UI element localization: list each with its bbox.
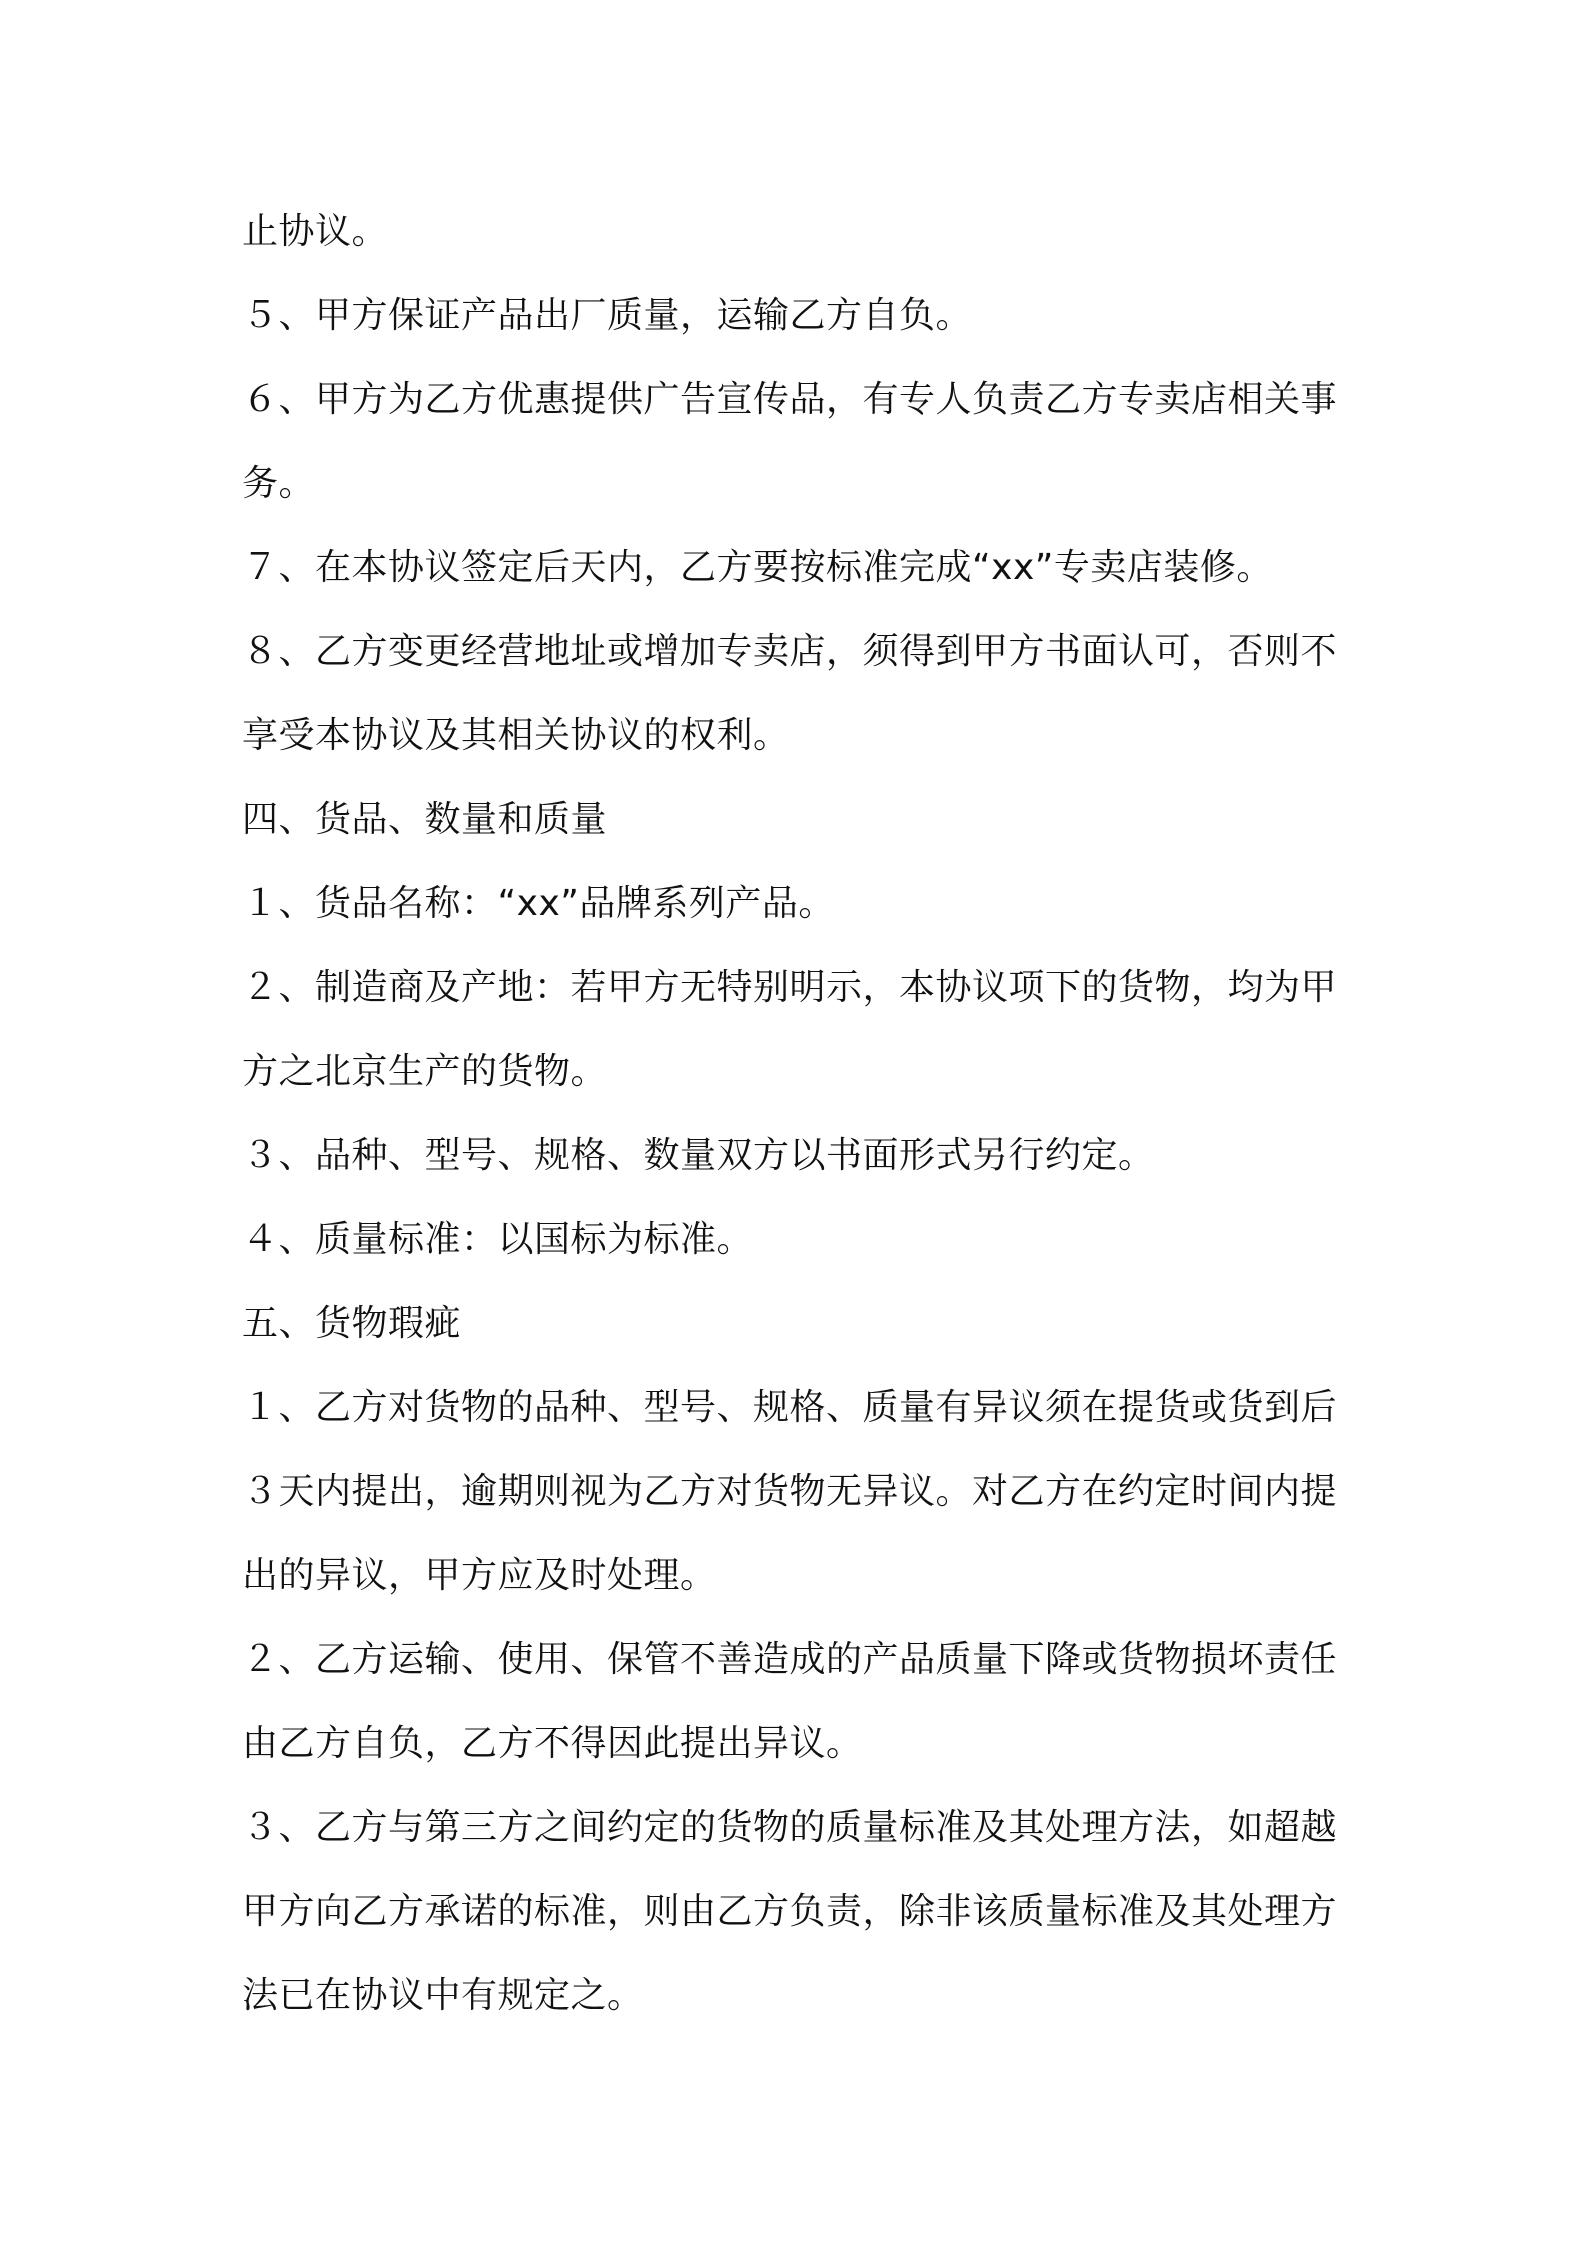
clause-4-3: ３、品种、型号、规格、数量双方以书面形式另行约定。	[242, 1135, 1155, 1176]
clause-3-8: ８、乙方变更经营地址或增加专卖店，须得到甲方书面认可，否则不 享受本协议及其相关协议的权利。	[242, 631, 1338, 756]
clause-5-2: ２、乙方运输、使用、保管不善造成的产品质量下降或货物损坏责任 由乙方自负，乙方不得因此提出异议。	[242, 1639, 1338, 1764]
section-heading-5: 五、货物瑕疵	[242, 1303, 462, 1344]
clause-4-1: １、货品名称：“xx”品牌系列产品。	[242, 883, 835, 924]
paragraph-continuation: 止协议。	[242, 211, 389, 252]
clause-4-2: ２、制造商及产地：若甲方无特别明示，本协议项下的货物，均为甲 方之北京生产的货物。	[242, 967, 1338, 1092]
clause-5-1: １、乙方对货物的品种、型号、规格、质量有异议须在提货或货到后 ３天内提出，逾期则视为乙方对货物无异议。对乙方在约定时间内提 出的异议，甲方应及时处理。	[242, 1387, 1338, 1596]
document-body	[242, 190, 1352, 2038]
section-heading-4: 四、货品、数量和质量	[242, 799, 608, 840]
clause-3-6: ６、甲方为乙方优惠提供广告宣传品，有专人负责乙方专卖店相关事 务。	[242, 379, 1338, 504]
clause-3-5: ５、甲方保证产品出厂质量，运输乙方自负。	[242, 295, 973, 336]
clause-3-7: ７、在本协议签定后天内，乙方要按标准完成“xx”专卖店装修。	[242, 547, 1273, 588]
clause-5-3: ３、乙方与第三方之间约定的货物的质量标准及其处理方法，如超越 甲方向乙方承诺的标准，则由乙方负责，除非该质量标准及其处理方 法已在协议中有规定之。	[242, 1807, 1338, 2016]
clause-4-4: ４、质量标准：以国标为标准。	[242, 1219, 754, 1260]
